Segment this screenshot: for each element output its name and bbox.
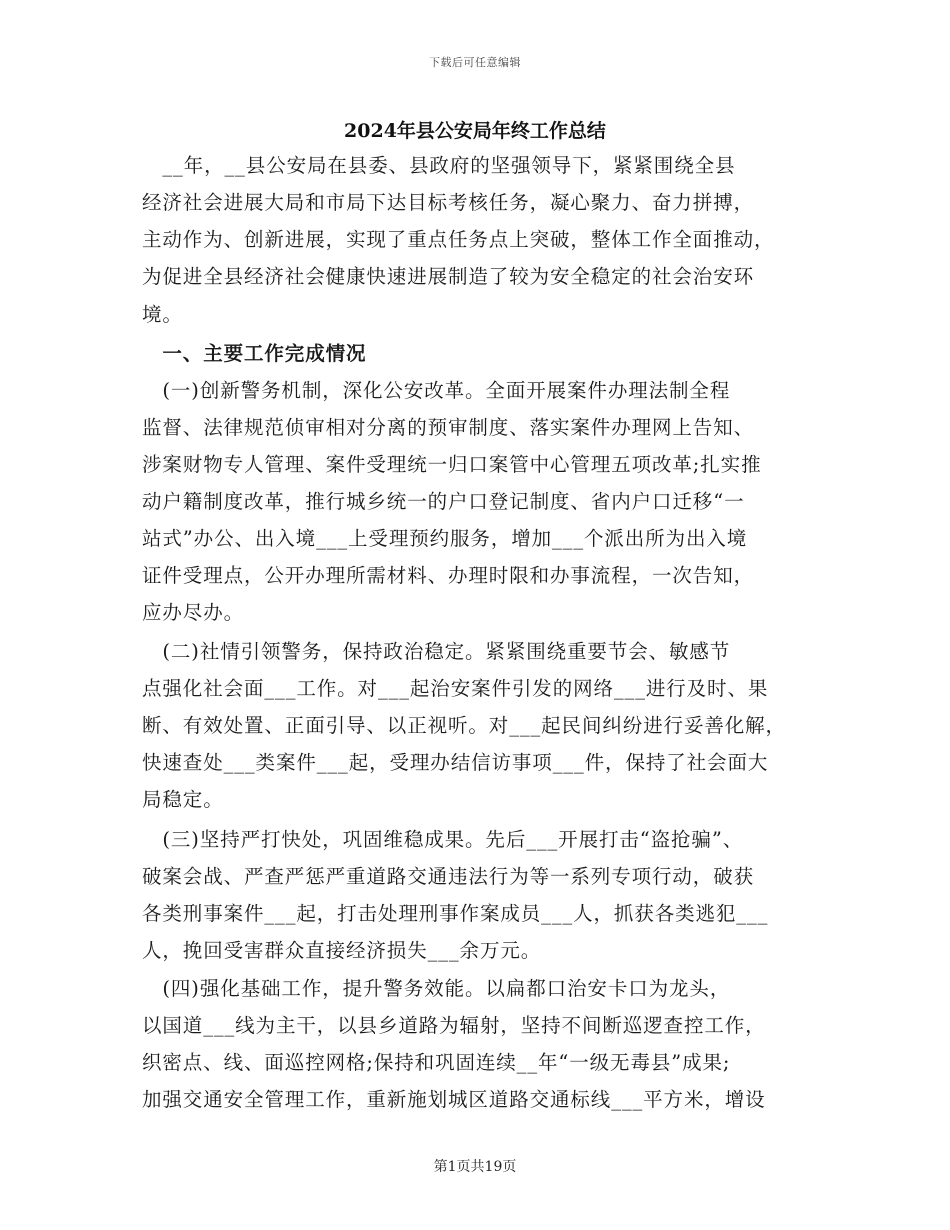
body-line: 涉案财物专人管理、案件受理统一归口案管中心管理五项改革;扎实推 [142, 453, 762, 476]
body-line: 点强化社会面___工作。对___起治安案件引发的网络___进行及时、果 [142, 677, 769, 700]
body-line: 站式”办公、出入境___上受理预约服务，增加___个派出所为出入境 [142, 527, 748, 550]
header-note: 下载后可任意编辑 [429, 56, 521, 69]
body-line: 经济社会进展大局和市局下达目标考核任务，凝心聚力、奋力拼搏， [142, 191, 755, 214]
body-line: 为促进全县经济社会健康快速进展制造了较为安全稳定的社会治安环 [142, 265, 755, 288]
body-line: 破案会战、严查严惩严重道路交通违法行为等一系列专项行动，破获 [142, 865, 755, 888]
body-line: 织密点、线、面巡控网格;保持和巩固连续__年“一级无毒县”成果; [142, 1051, 731, 1074]
body-line: 动户籍制度改革，推行城乡统一的户口登记制度、省内户口迁移“一 [142, 490, 745, 513]
body-line: 证件受理点，公开办理所需材料、办理时限和办事流程，一次告知， [142, 564, 755, 587]
body-line: 以国道___线为主干，以县乡道路为辐射，坚持不间断巡逻查控工作， [142, 1014, 766, 1037]
body-line: 快速查处___类案件___起，受理办结信访事项___件，保持了社会面大 [142, 751, 769, 774]
body-line: (一)创新警务机制，深化公安改革。全面开展案件办理法制全程 [142, 379, 731, 402]
body-line: 各类刑事案件___起，打击处理刑事作案成员___人，抓获各类逃犯___ [142, 902, 769, 925]
body-line: 局稳定。 [142, 788, 224, 811]
body-line: 主动作为、创新进展，实现了重点任务点上突破，整体工作全面推动， [142, 228, 775, 251]
body-line: 断、有效处置、正面引导、以正视听。对___起民间纠纷进行妥善化解， [142, 714, 786, 737]
body-line: (四)强化基础工作，提升警务效能。以扁都口治安卡口为龙头， [142, 977, 731, 1000]
document-title: 2024年县公安局年终工作总结 [344, 120, 606, 142]
section-heading: 一、主要工作完成情况 [142, 342, 367, 365]
body-line: (二)社情引领警务，保持政治稳定。紧紧围绕重要节会、敏感节 [142, 640, 731, 663]
page-footer: 第1页共19页 [433, 1159, 517, 1175]
body-line: 应办尽办。 [142, 601, 245, 624]
body-line: (三)坚持严打快处，巩固维稳成果。先后___开展打击“盗抢骗”、 [142, 828, 744, 851]
body-line: 境。 [142, 303, 183, 326]
body-line: 监督、法律规范侦审相对分离的预审制度、落实案件办理网上告知、 [142, 416, 755, 439]
body-line: __年，__县公安局在县委、县政府的坚强领导下，紧紧围绕全县 [142, 154, 736, 177]
body-line: 加强交通安全管理工作，重新施划城区道路交通标线___平方米，增设 [142, 1088, 766, 1111]
body-line: 人，挽回受害群众直接经济损失___余万元。 [142, 939, 542, 962]
